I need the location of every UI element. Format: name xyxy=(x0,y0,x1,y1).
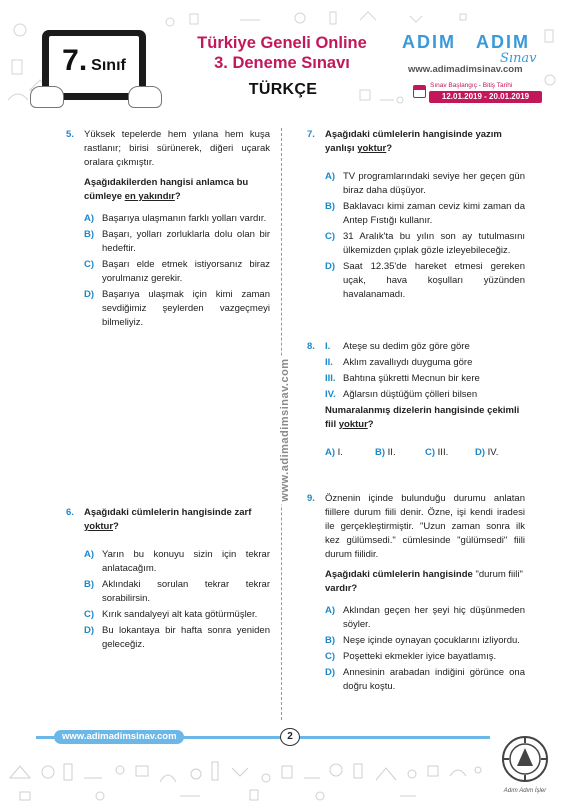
option-c[interactable]: C) III. xyxy=(425,447,449,458)
brand-word1: ADIM xyxy=(402,32,456,52)
option-b[interactable]: B) Neşe içinde oynayan çocuklarını izliyordu. xyxy=(325,635,520,646)
option-a[interactable]: A) Yarın bu konuyu sizin için tekrar anlatacağım. xyxy=(84,549,270,574)
page-footer xyxy=(0,722,567,808)
option-c[interactable]: C) Kırık sandalyeyi alt kata götürmüşler. xyxy=(84,609,258,620)
question-number: 7. xyxy=(307,129,315,140)
option-a[interactable]: A) TV programlarındaki seviye her geçen gün biraz daha düşüyor. xyxy=(325,171,525,196)
verse-line-3: III. Bahtına şükretti Mecnun bir kere xyxy=(325,373,480,384)
question-prompt: Aşağıdakilerden hangisi anlamca bu cümleye en yakındır? xyxy=(84,177,249,202)
left-hand-icon xyxy=(30,86,64,108)
question-prompt: Numaralanmış dizelerin hangisinde çekimli fiil yoktur? xyxy=(325,405,520,430)
option-b[interactable]: B) Baklavacı kimi zaman ceviz kimi zaman da Antep Fıstığı kullanır. xyxy=(325,201,525,226)
option-a[interactable]: A) I. xyxy=(325,447,343,458)
option-d[interactable]: D) Bu lokantaya bir hafta sonra yeniden geleceğiz. xyxy=(84,625,270,650)
grade-number: 7. xyxy=(62,44,88,77)
subject-title: TÜRKÇE xyxy=(248,81,318,98)
question-number: 6. xyxy=(66,507,74,518)
vertical-url-text: www.adimadimsinav.com xyxy=(279,355,291,504)
option-b[interactable]: B) Aklındaki sorulan tekrar tekrar sorabilirsin. xyxy=(84,579,270,604)
question-stem: Yüksek tepelerde hem yılana hem kuşa rastlanır; birisi sürünerek, diğeri uçarak oralara çıkmıştır. xyxy=(84,129,270,168)
calendar-icon xyxy=(413,85,426,98)
exam-title-line1: Türkiye Geneli Online xyxy=(197,34,367,52)
question-prompt: Aşağıdaki cümlelerin hangisinde "durum fiili" vardır? xyxy=(325,569,523,594)
option-d[interactable]: D) IV. xyxy=(475,447,499,458)
question-prompt: Aşağıdaki cümlelerin hangisinde yazım yanlışı yoktur? xyxy=(325,129,502,154)
question-number: 5. xyxy=(66,129,74,140)
brand-url: www.adimadimsinav.com xyxy=(408,64,523,75)
doodle-footer-icon xyxy=(0,748,490,808)
page-header xyxy=(0,0,567,118)
option-c[interactable]: C) 31 Aralık'ta bu yılın son ay tutulmasını ülkemizden çıplak gözle izleyebileceğiz. xyxy=(325,231,525,256)
option-d[interactable]: D) Annesinin arabadan indiğini görünce ona doğru koştu. xyxy=(325,667,525,692)
option-c[interactable]: C) Başarı elde etmek istiyorsanız biraz yorulmanız gerekir. xyxy=(84,259,270,284)
option-a[interactable]: A) Aklından geçen her şeyi hiç düşünmeden söyler. xyxy=(325,605,525,630)
grade-word: Sınıf xyxy=(91,57,126,74)
verse-line-2: II. Aklım zavallıydı duyguma göre xyxy=(325,357,473,368)
date-label: Sınav Başlangıç - Bitiş Tarihi xyxy=(430,82,513,89)
exam-date-box xyxy=(413,82,543,104)
verse-line-1: I. Ateşe su dedim göz göre göre xyxy=(325,341,470,352)
question-number: 8. xyxy=(307,341,315,352)
tablet-screen xyxy=(49,36,139,93)
logo-caption: Adım Adım İşler xyxy=(503,788,547,794)
question-number: 9. xyxy=(307,493,315,504)
exam-title-line2: 3. Deneme Sınavı xyxy=(214,54,350,72)
option-d[interactable]: D) Saat 12.35'de hareket etmesi gereken uçak, hava koşulları yüzünden havalanamadı. xyxy=(325,261,525,300)
brand-emblem-icon xyxy=(500,734,550,784)
brand-word3: Sınav xyxy=(500,51,537,66)
option-d[interactable]: D) Başarıya ulaşmak için kimi zaman sevdiğimiz şeylerden vazgeçmeyi bilmeliyiz. xyxy=(84,289,270,328)
vertical-url xyxy=(276,340,294,520)
date-range: 12.01.2019 - 20.01.2019 xyxy=(429,91,542,103)
page-number: 2 xyxy=(280,728,300,746)
option-c[interactable]: C) Poşetteki ekmekler iyice bayatlamış. xyxy=(325,651,497,662)
question-stem: Öznenin içinde bulunduğu durumu anlatan fiillere durum fiili denir. Özne, işi kendi iradesi ile gerçekleştirmiştir. "Uzun zaman sonra ilk kez gülümsedi." cümlesinde "gülümsedi" fiili durum fiilidir. xyxy=(325,493,525,560)
brand-word2: ADIM xyxy=(476,32,530,52)
verse-line-4: IV. Ağlarsın düştüğüm çölleri bilsen xyxy=(325,389,478,400)
option-b[interactable]: B) Başarı, yolları zorluklarla dolu olan bir hedeftir. xyxy=(84,229,270,254)
option-a[interactable]: A) Başarıya ulaşmanın farklı yolları vardır. xyxy=(84,213,267,224)
option-b[interactable]: B) II. xyxy=(375,447,396,458)
footer-url[interactable]: www.adimadimsinav.com xyxy=(54,730,184,744)
right-hand-icon xyxy=(128,86,162,108)
question-prompt: Aşağıdaki cümlelerin hangisinde zarf yoktur? xyxy=(84,507,252,532)
